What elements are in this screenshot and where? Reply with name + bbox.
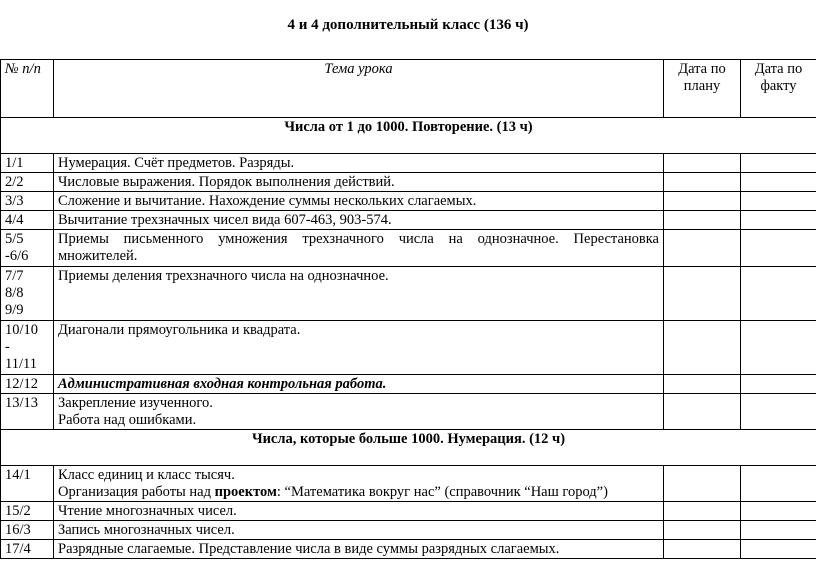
lesson-topic: Сложение и вычитание. Нахождение суммы нескольких слагаемых. <box>54 192 664 211</box>
table-row <box>1 321 816 375</box>
table-header-row <box>1 60 816 118</box>
date-plan-cell[interactable] <box>664 394 741 430</box>
lesson-num: 17/4 <box>1 540 54 559</box>
lesson-num: 3/3 <box>1 192 54 211</box>
section-row <box>1 118 816 154</box>
date-fact-cell[interactable] <box>741 521 816 540</box>
date-fact-cell[interactable] <box>741 502 816 521</box>
date-plan-cell[interactable] <box>664 154 741 173</box>
date-plan-cell[interactable] <box>664 540 741 559</box>
date-plan-cell[interactable] <box>664 173 741 192</box>
date-fact-cell[interactable] <box>741 394 816 430</box>
lesson-topic: Нумерация. Счёт предметов. Разряды. <box>54 154 664 173</box>
date-plan-cell[interactable] <box>664 375 741 394</box>
table-row <box>1 230 816 267</box>
date-fact-cell[interactable] <box>741 192 816 211</box>
header-date-plan: Дата по плану <box>664 60 741 118</box>
topic-text: Организация работы над <box>58 484 212 500</box>
section-row <box>1 430 816 466</box>
header-topic: Тема урока <box>54 60 664 118</box>
project-keyword: проектом <box>214 484 277 500</box>
date-plan-cell[interactable] <box>664 211 741 230</box>
header-num: № п/п <box>1 60 54 118</box>
lesson-topic: Чтение многозначных чисел. <box>54 502 664 521</box>
date-fact-cell[interactable] <box>741 321 816 375</box>
table-row <box>1 173 816 192</box>
lesson-topic <box>54 394 664 430</box>
date-plan-cell[interactable] <box>664 502 741 521</box>
lesson-topic-line: Работа над ошибками. <box>58 412 197 428</box>
date-fact-cell[interactable] <box>741 154 816 173</box>
section-title: Числа, которые больше 1000. Нумерация. (12 ч) <box>1 430 816 466</box>
date-fact-cell[interactable] <box>741 375 816 394</box>
topic-text: : “Математика вокруг нас” (справочник “Наш город”) <box>276 484 608 500</box>
lesson-num: 13/13 <box>1 394 54 430</box>
date-plan-cell[interactable] <box>664 230 741 267</box>
table-row <box>1 375 816 394</box>
lesson-topic <box>54 466 664 502</box>
lesson-topic: Разрядные слагаемые. Представление числа в виде суммы разрядных слагаемых. <box>54 540 664 559</box>
lesson-topic: Числовые выражения. Порядок выполнения действий. <box>54 173 664 192</box>
lesson-plan-table <box>0 59 816 559</box>
lesson-topic-line <box>58 484 659 501</box>
header-date-fact: Дата по факту <box>741 60 816 118</box>
date-fact-cell[interactable] <box>741 211 816 230</box>
section-title: Числа от 1 до 1000. Повторение. (13 ч) <box>1 118 816 154</box>
lesson-topic: Приемы деления трехзначного числа на однозначное. <box>54 267 664 321</box>
table-row <box>1 394 816 430</box>
table-row <box>1 154 816 173</box>
lesson-topic-line: Закрепление изученного. <box>58 395 213 411</box>
date-plan-cell[interactable] <box>664 192 741 211</box>
table-row <box>1 502 816 521</box>
lesson-num: 1/1 <box>1 154 54 173</box>
date-fact-cell[interactable] <box>741 267 816 321</box>
page-title: 4 и 4 дополнительный класс (136 ч) <box>287 17 529 33</box>
lesson-topic: Приемы письменного умножения трехзначного числа на однозначное. Перестановка множителей. <box>54 230 664 267</box>
lesson-num: 4/4 <box>1 211 54 230</box>
lesson-num: 15/2 <box>1 502 54 521</box>
table-row <box>1 521 816 540</box>
table-row <box>1 540 816 559</box>
table-row <box>1 192 816 211</box>
date-fact-cell[interactable] <box>741 173 816 192</box>
date-plan-cell[interactable] <box>664 466 741 502</box>
lesson-num: 12/12 <box>1 375 54 394</box>
date-plan-cell[interactable] <box>664 267 741 321</box>
lesson-num: 5/5 -6/6 <box>1 230 54 267</box>
date-fact-cell[interactable] <box>741 540 816 559</box>
lesson-num: 16/3 <box>1 521 54 540</box>
table-row <box>1 267 816 321</box>
table-row <box>1 466 816 502</box>
lesson-topic: Диагонали прямоугольника и квадрата. <box>54 321 664 375</box>
lesson-topic: Запись многозначных чисел. <box>54 521 664 540</box>
date-fact-cell[interactable] <box>741 230 816 267</box>
lesson-num: 10/10 - 11/11 <box>1 321 54 375</box>
lesson-num: 2/2 <box>1 173 54 192</box>
table-row <box>1 211 816 230</box>
lesson-topic: Административная входная контрольная работа. <box>54 375 664 394</box>
lesson-num: 14/1 <box>1 466 54 502</box>
lesson-topic-line: Класс единиц и класс тысяч. <box>58 467 235 483</box>
date-plan-cell[interactable] <box>664 521 741 540</box>
lesson-num: 7/7 8/8 9/9 <box>1 267 54 321</box>
lesson-topic: Вычитание трехзначных чисел вида 607-463, 903-574. <box>54 211 664 230</box>
date-fact-cell[interactable] <box>741 466 816 502</box>
date-plan-cell[interactable] <box>664 321 741 375</box>
